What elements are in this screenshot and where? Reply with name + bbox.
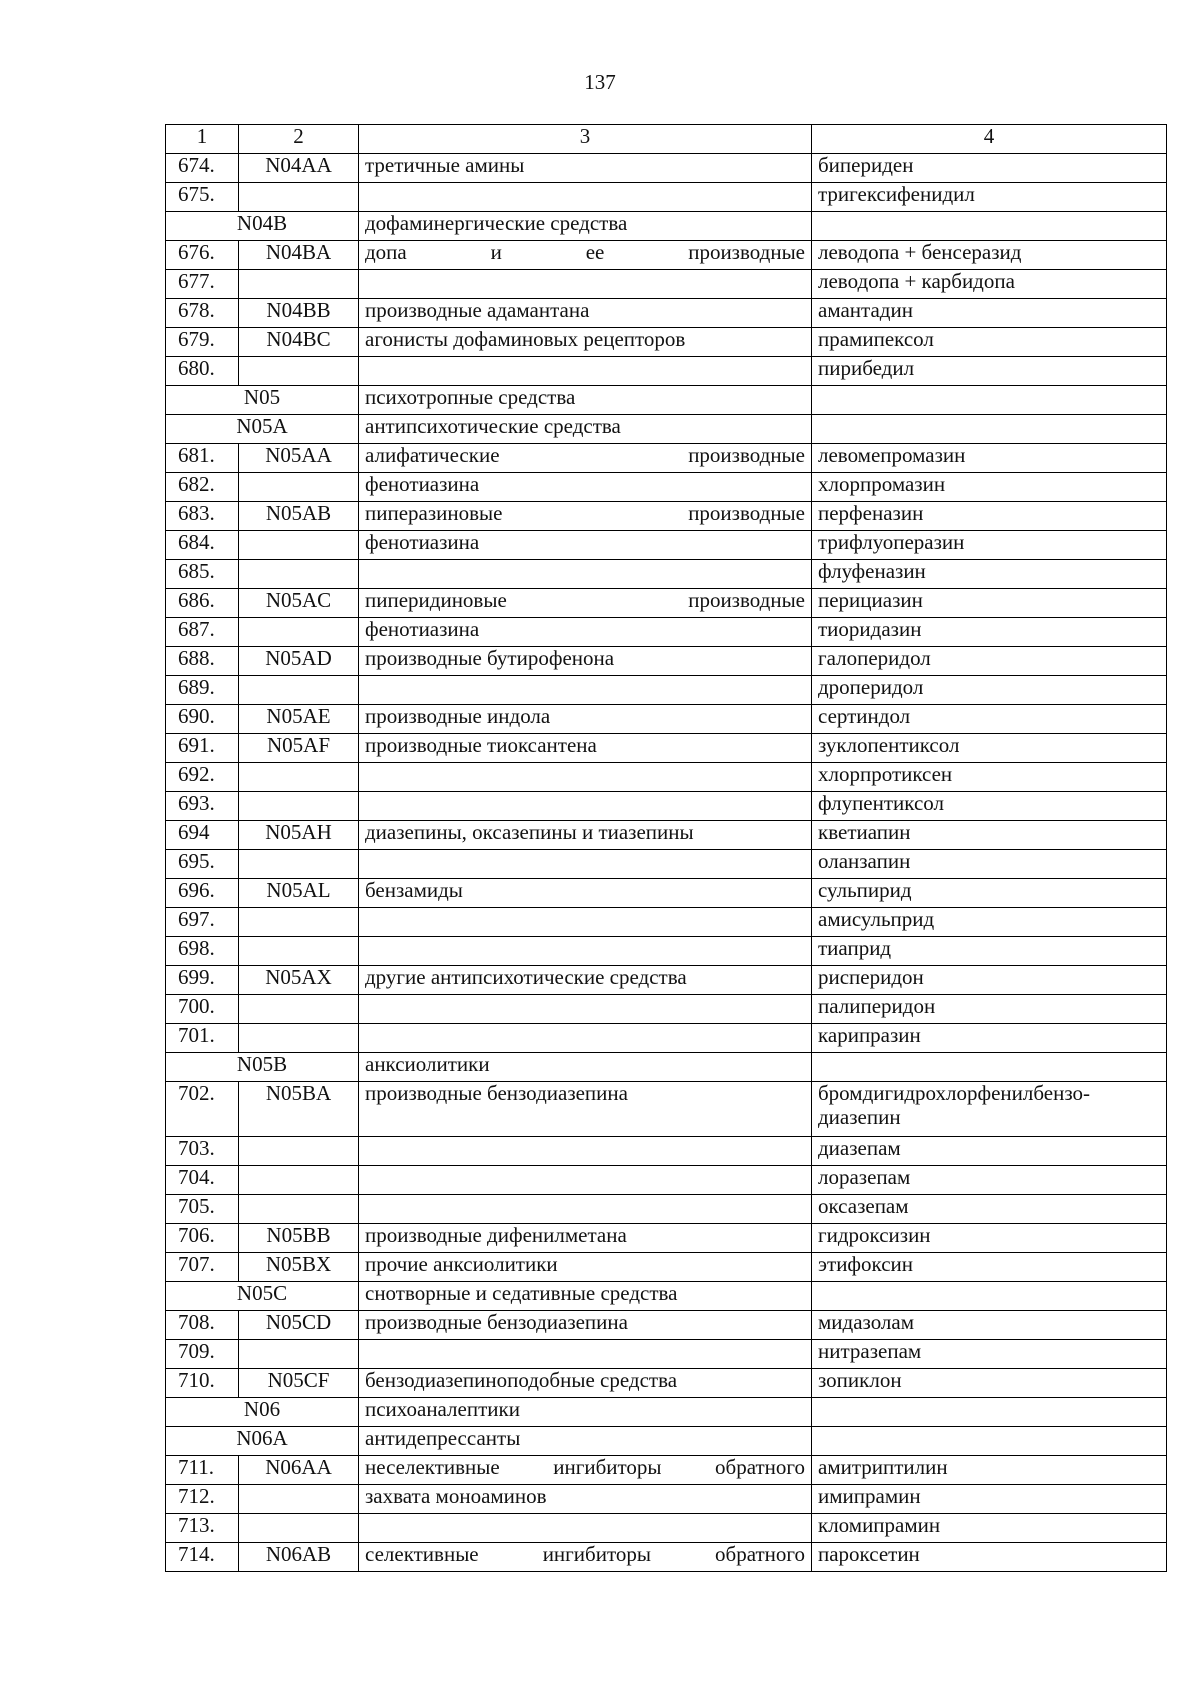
- drug-name-cell: амантадин: [812, 299, 1167, 328]
- drug-name-cell: лоразепам: [812, 1166, 1167, 1195]
- atc-code-cell: N04BB: [239, 299, 359, 328]
- drug-name-cell: флуфеназин: [812, 560, 1167, 589]
- drug-name-cell: дроперидол: [812, 676, 1167, 705]
- column-header: 3: [359, 125, 812, 154]
- drug-name-cell: [812, 386, 1167, 415]
- drug-name-cell: рисперидон: [812, 966, 1167, 995]
- drug-name-cell: пароксетин: [812, 1543, 1167, 1572]
- drug-name-cell: амитриптилин: [812, 1456, 1167, 1485]
- table-row: [166, 1369, 1167, 1398]
- atc-code-cell: [239, 908, 359, 937]
- row-number-cell: 683.: [166, 502, 239, 531]
- drug-name-cell: бипериден: [812, 154, 1167, 183]
- row-number-cell: 701.: [166, 1024, 239, 1053]
- description-cell: психотропные средства: [359, 386, 812, 415]
- description-cell: [359, 1137, 812, 1166]
- table-row: [166, 444, 1167, 473]
- atc-code-cell: N05AC: [239, 589, 359, 618]
- drug-name-cell: карипразин: [812, 1024, 1167, 1053]
- row-number-cell: 682.: [166, 473, 239, 502]
- description-cell: дофаминергические средства: [359, 212, 812, 241]
- column-header: 1: [166, 125, 239, 154]
- drug-name-cell: леводопа + бенсеразид: [812, 241, 1167, 270]
- group-row: [166, 1053, 1167, 1082]
- table-row: [166, 1340, 1167, 1369]
- table-row: [166, 502, 1167, 531]
- drug-name-cell: [812, 1427, 1167, 1456]
- atc-code-cell: N05AB: [239, 502, 359, 531]
- drug-name-cell: гидроксизин: [812, 1224, 1167, 1253]
- description-cell: третичные амины: [359, 154, 812, 183]
- group-code-cell: N06A: [166, 1427, 359, 1456]
- table-row: [166, 908, 1167, 937]
- drug-name-cell: зуклопентиксол: [812, 734, 1167, 763]
- table-row: [166, 1024, 1167, 1053]
- row-number-cell: 706.: [166, 1224, 239, 1253]
- table-row: [166, 705, 1167, 734]
- description-cell: селективные ингибиторы обратного: [359, 1543, 812, 1572]
- atc-code-cell: [239, 1340, 359, 1369]
- row-number-cell: 692.: [166, 763, 239, 792]
- drug-name-cell: кломипрамин: [812, 1514, 1167, 1543]
- drug-name-cell: леводопа + карбидопа: [812, 270, 1167, 299]
- drug-name-cell: пирибедил: [812, 357, 1167, 386]
- description-cell: захвата моноаминов: [359, 1485, 812, 1514]
- drug-name-cell: кветиапин: [812, 821, 1167, 850]
- table-row: [166, 1137, 1167, 1166]
- atc-code-cell: [239, 1137, 359, 1166]
- description-cell: [359, 270, 812, 299]
- atc-code-cell: [239, 995, 359, 1024]
- table-row: [166, 734, 1167, 763]
- atc-code-cell: N04AA: [239, 154, 359, 183]
- drug-name-cell: имипрамин: [812, 1485, 1167, 1514]
- description-cell: допа и ее производные: [359, 241, 812, 270]
- description-cell: другие антипсихотические средства: [359, 966, 812, 995]
- table-row: [166, 821, 1167, 850]
- row-number-cell: 712.: [166, 1485, 239, 1514]
- table-row: [166, 792, 1167, 821]
- drug-name-cell: диазепам: [812, 1137, 1167, 1166]
- drug-name-cell: [812, 1282, 1167, 1311]
- row-number-cell: 698.: [166, 937, 239, 966]
- page-number: 137: [584, 70, 616, 94]
- atc-code-cell: N05BB: [239, 1224, 359, 1253]
- row-number-cell: 688.: [166, 647, 239, 676]
- row-number-cell: 686.: [166, 589, 239, 618]
- drug-name-cell: нитразепам: [812, 1340, 1167, 1369]
- table-row: [166, 531, 1167, 560]
- row-number-cell: 694: [166, 821, 239, 850]
- description-cell: [359, 1166, 812, 1195]
- row-number-cell: 700.: [166, 995, 239, 1024]
- table-row: [166, 1195, 1167, 1224]
- table-row: [166, 1456, 1167, 1485]
- drug-name-cell: [812, 1398, 1167, 1427]
- description-cell: фенотиазина: [359, 531, 812, 560]
- description-cell: [359, 995, 812, 1024]
- atc-code-cell: N05AA: [239, 444, 359, 473]
- table-row: [166, 763, 1167, 792]
- atc-code-cell: [239, 270, 359, 299]
- drug-name-cell: [812, 415, 1167, 444]
- description-cell: алифатические производные: [359, 444, 812, 473]
- group-code-cell: N05C: [166, 1282, 359, 1311]
- atc-code-cell: [239, 1514, 359, 1543]
- atc-code-cell: [239, 763, 359, 792]
- atc-code-cell: N05AL: [239, 879, 359, 908]
- atc-code-cell: [239, 792, 359, 821]
- drug-name-cell: галоперидол: [812, 647, 1167, 676]
- drug-name-cell: перициазин: [812, 589, 1167, 618]
- table-row: [166, 618, 1167, 647]
- drug-name-cell: палиперидон: [812, 995, 1167, 1024]
- table-row: [166, 1543, 1167, 1572]
- row-number-cell: 696.: [166, 879, 239, 908]
- description-cell: бензодиазепиноподобные средства: [359, 1369, 812, 1398]
- drug-name-cell: тиаприд: [812, 937, 1167, 966]
- drug-name-cell: трифлуоперазин: [812, 531, 1167, 560]
- group-row: [166, 386, 1167, 415]
- atc-code-cell: N05AX: [239, 966, 359, 995]
- description-cell: [359, 560, 812, 589]
- table-row: [166, 647, 1167, 676]
- description-cell: агонисты дофаминовых рецепторов: [359, 328, 812, 357]
- row-number-cell: 713.: [166, 1514, 239, 1543]
- atc-code-cell: [239, 560, 359, 589]
- table-row: [166, 1166, 1167, 1195]
- description-cell: фенотиазина: [359, 618, 812, 647]
- row-number-cell: 702.: [166, 1082, 239, 1137]
- table-row: [166, 995, 1167, 1024]
- description-cell: снотворные и седативные средства: [359, 1282, 812, 1311]
- table-row: [166, 937, 1167, 966]
- table-header-row: [166, 125, 1167, 154]
- group-code-cell: N04B: [166, 212, 359, 241]
- table-row: [166, 1514, 1167, 1543]
- atc-code-cell: N04BC: [239, 328, 359, 357]
- drug-classification-table: [165, 124, 1167, 1572]
- description-cell: производные бутирофенона: [359, 647, 812, 676]
- column-header: 4: [812, 125, 1167, 154]
- description-cell: [359, 1195, 812, 1224]
- atc-code-cell: [239, 676, 359, 705]
- row-number-cell: 693.: [166, 792, 239, 821]
- group-row: [166, 1282, 1167, 1311]
- row-number-cell: 691.: [166, 734, 239, 763]
- atc-code-cell: N05CF: [239, 1369, 359, 1398]
- description-cell: [359, 676, 812, 705]
- atc-code-cell: [239, 183, 359, 212]
- table-row: [166, 241, 1167, 270]
- atc-code-cell: [239, 1166, 359, 1195]
- row-number-cell: 680.: [166, 357, 239, 386]
- drug-name-cell: левомепромазин: [812, 444, 1167, 473]
- group-code-cell: N06: [166, 1398, 359, 1427]
- description-cell: прочие анксиолитики: [359, 1253, 812, 1282]
- drug-name-cell: [812, 1053, 1167, 1082]
- table-row: [166, 183, 1167, 212]
- description-cell: производные бензодиазепина: [359, 1082, 812, 1137]
- group-code-cell: N05B: [166, 1053, 359, 1082]
- row-number-cell: 703.: [166, 1137, 239, 1166]
- drug-name-cell: хлорпротиксен: [812, 763, 1167, 792]
- description-cell: антидепрессанты: [359, 1427, 812, 1456]
- description-cell: производные бензодиазепина: [359, 1311, 812, 1340]
- table-row: [166, 1224, 1167, 1253]
- drug-name-cell: сульпирид: [812, 879, 1167, 908]
- row-number-cell: 697.: [166, 908, 239, 937]
- row-number-cell: 685.: [166, 560, 239, 589]
- atc-code-cell: [239, 473, 359, 502]
- atc-code-cell: N05AF: [239, 734, 359, 763]
- table-row: [166, 966, 1167, 995]
- drug-name-cell: хлорпромазин: [812, 473, 1167, 502]
- description-cell: бензамиды: [359, 879, 812, 908]
- atc-code-cell: N05BX: [239, 1253, 359, 1282]
- row-number-cell: 707.: [166, 1253, 239, 1282]
- drug-name-cell: перфеназин: [812, 502, 1167, 531]
- description-cell: антипсихотические средства: [359, 415, 812, 444]
- drug-name-cell: зопиклон: [812, 1369, 1167, 1398]
- atc-code-cell: [239, 1195, 359, 1224]
- description-cell: производные адамантана: [359, 299, 812, 328]
- row-number-cell: 690.: [166, 705, 239, 734]
- description-cell: пиперидиновые производные: [359, 589, 812, 618]
- description-cell: анксиолитики: [359, 1053, 812, 1082]
- group-row: [166, 415, 1167, 444]
- table-row: [166, 154, 1167, 183]
- description-cell: неселективные ингибиторы обратного: [359, 1456, 812, 1485]
- atc-code-cell: N05AE: [239, 705, 359, 734]
- row-number-cell: 677.: [166, 270, 239, 299]
- description-cell: производные тиоксантена: [359, 734, 812, 763]
- row-number-cell: 704.: [166, 1166, 239, 1195]
- description-cell: [359, 792, 812, 821]
- table-row: [166, 879, 1167, 908]
- description-cell: [359, 850, 812, 879]
- drug-name-cell: оланзапин: [812, 850, 1167, 879]
- description-cell: фенотиазина: [359, 473, 812, 502]
- atc-code-cell: N06AA: [239, 1456, 359, 1485]
- atc-code-cell: [239, 1024, 359, 1053]
- table-row: [166, 270, 1167, 299]
- row-number-cell: 684.: [166, 531, 239, 560]
- description-cell: [359, 357, 812, 386]
- atc-code-cell: N05CD: [239, 1311, 359, 1340]
- table-row: [166, 589, 1167, 618]
- drug-name-cell: [812, 212, 1167, 241]
- description-cell: психоаналептики: [359, 1398, 812, 1427]
- atc-code-cell: [239, 357, 359, 386]
- atc-code-cell: [239, 1485, 359, 1514]
- table-row: [166, 676, 1167, 705]
- group-row: [166, 1398, 1167, 1427]
- table-row: [166, 299, 1167, 328]
- row-number-cell: 675.: [166, 183, 239, 212]
- row-number-cell: 687.: [166, 618, 239, 647]
- atc-code-cell: [239, 531, 359, 560]
- drug-name-cell: сертиндол: [812, 705, 1167, 734]
- drug-name-cell: этифоксин: [812, 1253, 1167, 1282]
- drug-name-cell: оксазепам: [812, 1195, 1167, 1224]
- atc-code-cell: N05BA: [239, 1082, 359, 1137]
- row-number-cell: 714.: [166, 1543, 239, 1572]
- drug-name-cell: флупентиксол: [812, 792, 1167, 821]
- description-cell: [359, 937, 812, 966]
- row-number-cell: 676.: [166, 241, 239, 270]
- group-row: [166, 212, 1167, 241]
- row-number-cell: 678.: [166, 299, 239, 328]
- drug-name-cell: амисульприд: [812, 908, 1167, 937]
- description-cell: [359, 763, 812, 792]
- atc-code-cell: N05AH: [239, 821, 359, 850]
- description-cell: пиперазиновые производные: [359, 502, 812, 531]
- table-row: [166, 357, 1167, 386]
- row-number-cell: 695.: [166, 850, 239, 879]
- table-row: [166, 328, 1167, 357]
- drug-name-cell: бромдигидрохлорфенилбензо-диазепин: [812, 1082, 1167, 1137]
- atc-code-cell: N05AD: [239, 647, 359, 676]
- table-row: [166, 560, 1167, 589]
- table-row: [166, 850, 1167, 879]
- drug-name-cell: мидазолам: [812, 1311, 1167, 1340]
- table-row: [166, 473, 1167, 502]
- description-cell: диазепины, оксазепины и тиазепины: [359, 821, 812, 850]
- description-cell: [359, 1514, 812, 1543]
- description-cell: [359, 1340, 812, 1369]
- atc-code-cell: N06AB: [239, 1543, 359, 1572]
- table-row: [166, 1311, 1167, 1340]
- group-code-cell: N05A: [166, 415, 359, 444]
- row-number-cell: 711.: [166, 1456, 239, 1485]
- table-row: [166, 1253, 1167, 1282]
- row-number-cell: 708.: [166, 1311, 239, 1340]
- row-number-cell: 674.: [166, 154, 239, 183]
- description-cell: производные индола: [359, 705, 812, 734]
- atc-code-cell: [239, 850, 359, 879]
- table-row: [166, 1485, 1167, 1514]
- atc-code-cell: N04BA: [239, 241, 359, 270]
- drug-name-cell: прамипексол: [812, 328, 1167, 357]
- row-number-cell: 710.: [166, 1369, 239, 1398]
- atc-code-cell: [239, 618, 359, 647]
- description-cell: [359, 1024, 812, 1053]
- description-cell: [359, 908, 812, 937]
- row-number-cell: 709.: [166, 1340, 239, 1369]
- row-number-cell: 681.: [166, 444, 239, 473]
- row-number-cell: 689.: [166, 676, 239, 705]
- row-number-cell: 699.: [166, 966, 239, 995]
- row-number-cell: 679.: [166, 328, 239, 357]
- group-row: [166, 1427, 1167, 1456]
- drug-name-cell: тригексифенидил: [812, 183, 1167, 212]
- atc-code-cell: [239, 937, 359, 966]
- table-row: [166, 1082, 1167, 1137]
- description-cell: производные дифенилметана: [359, 1224, 812, 1253]
- row-number-cell: 705.: [166, 1195, 239, 1224]
- column-header: 2: [239, 125, 359, 154]
- drug-name-cell: тиоридазин: [812, 618, 1167, 647]
- description-cell: [359, 183, 812, 212]
- group-code-cell: N05: [166, 386, 359, 415]
